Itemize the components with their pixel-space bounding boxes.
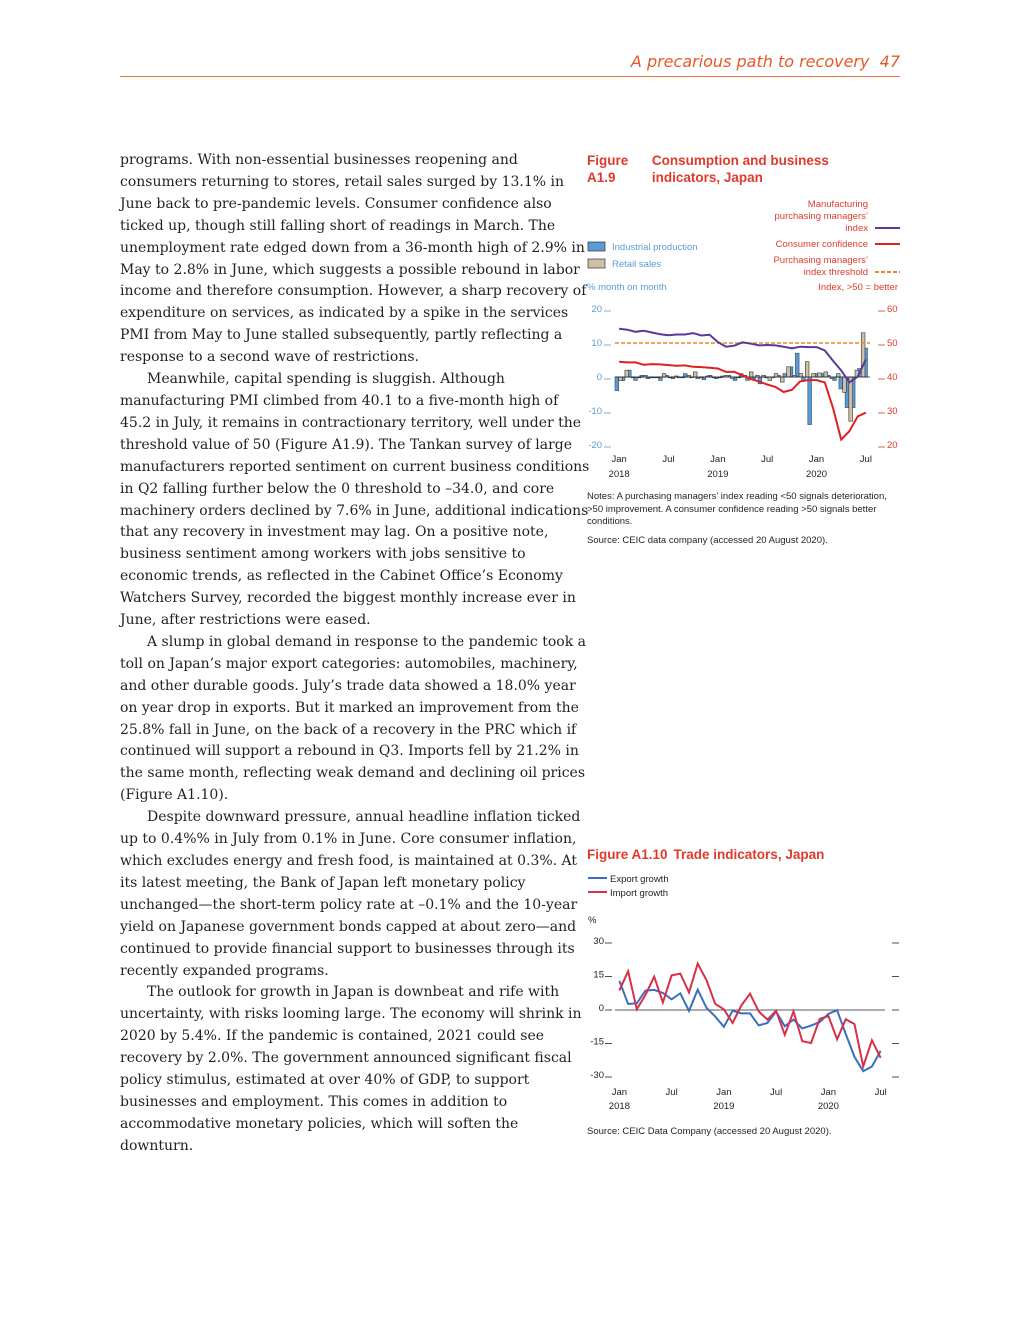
legend-label-1: Retail sales xyxy=(612,259,662,270)
legend-swatch-retail-sales xyxy=(588,259,605,268)
x-tick-month: Jan xyxy=(716,1087,732,1098)
x-tick-month: Jan xyxy=(820,1087,837,1098)
running-header-text xyxy=(631,52,900,71)
legend-label-0: Export growth xyxy=(610,874,669,885)
right-tick-label: 40 xyxy=(887,372,898,383)
x-tick-year: 2018 xyxy=(608,469,630,480)
right-tick-label: 50 xyxy=(887,338,898,349)
figure-a19-caption: Consumption and business indicators, Japan xyxy=(651,153,829,185)
left-tick-label: 10 xyxy=(591,338,602,349)
figure-a110-title xyxy=(587,846,887,863)
retail-sales-bar xyxy=(619,377,623,380)
figure-a19-chart xyxy=(585,195,905,495)
retail-sales-bar xyxy=(787,367,791,377)
x-tick-month: Jul xyxy=(761,454,774,465)
left-tick-label: 20 xyxy=(591,304,602,315)
retail-sales-bar xyxy=(824,372,828,377)
x-tick-month: Jul xyxy=(859,454,872,465)
body-paragraph: programs. With non-essential businesses reopening and consumers returning to stores, retail sales surged by 13.1% in June back to pre-pandemic levels. Consumer confidence also ticked up, though still falling short of readings in March. The unemployment rate edged down from a 36-month high of 2.9% in May to 2.8% in June, which suggests a possible rebound in labor income and therefore consumption. However, a sharp recovery of expenditure on services, as indicated by a spike in the services PMI from May to June stalled subsequently, partly reflecting a response to a second wave of restrictions. xyxy=(120,152,587,366)
figure-a110-chart xyxy=(585,868,905,1118)
retail-sales-bar xyxy=(843,377,847,392)
retail-sales-bar xyxy=(768,377,772,380)
left-tick-label: -20 xyxy=(588,440,602,451)
right-tick-label: 30 xyxy=(887,406,898,417)
right-tick-label: 20 xyxy=(887,440,898,451)
right-tick-label: 60 xyxy=(887,304,898,315)
page-number: 47 xyxy=(879,52,900,71)
x-tick-year: 2020 xyxy=(817,1101,839,1112)
retail-sales-bar xyxy=(799,374,803,377)
y-tick-label: 15 xyxy=(593,969,604,981)
figure-a19-source: Source: CEIC data company (accessed 20 August 2020). xyxy=(587,535,828,546)
left-tick-label: -10 xyxy=(588,406,602,417)
x-tick-month: Jan xyxy=(611,1087,628,1098)
running-title: A precarious path to recovery xyxy=(630,52,870,71)
retail-sales-bar xyxy=(805,362,809,377)
x-tick-month: Jan xyxy=(611,454,627,465)
industrial-production-bar xyxy=(783,374,787,377)
legend-label-0: Industrial production xyxy=(612,242,698,253)
retail-sales-bar xyxy=(749,372,753,377)
x-tick-year: 2019 xyxy=(713,1101,735,1112)
figure-a110-caption: Trade indicators, Japan xyxy=(673,847,825,862)
retail-sales-bar xyxy=(836,374,840,377)
x-tick-month: Jan xyxy=(808,454,825,465)
retail-sales-bar xyxy=(625,370,629,377)
running-header xyxy=(120,52,900,77)
body-text-column xyxy=(120,150,590,1158)
x-tick-year: 2020 xyxy=(805,469,828,480)
figure-a110-number: Figure A1.10 xyxy=(587,847,668,862)
retail-sales-bar xyxy=(818,373,822,377)
figure-a19-number: Figure A1.9 xyxy=(587,153,629,185)
industrial-production-bar xyxy=(808,377,812,425)
retail-sales-bar xyxy=(780,377,784,382)
industrial-production-bar xyxy=(839,377,843,389)
body-paragraph: Despite downward pressure, annual headline inflation ticked up to 0.4%% in July from 0.1% in June. Core consumer inflation, which excludes energy and fresh food, is maintained at 0.3%. At its latest meeting, the Bank of Japan left monetary policy unchanged—the short-term policy rate at –0.1% and the 10-year yield on Japanese government bonds capped at about zero—and continued to provide financial support to businesses through its recently expanded programs. xyxy=(120,809,581,979)
body-paragraph: Meanwhile, capital spending is sluggish. Although manufacturing PMI climbed from 40.1 to a five-month high of 45.2 in July, it remains in contractionary territory, well under the threshold value of 50 (Figure A1.9). The Tankan survey of large manufacturers reported sentiment on current business conditions in Q2 falling further below the 0 threshold to –34.0, and core machinery orders declined by 7.6% in June, additional indications that any recovery in investment may lag. On a positive note, business sentiment among workers with jobs sensitive to economic trends, as reflected in the Cabinet Office’s Economy Watchers Survey, recorded the biggest monthly increase ever in June, after restrictions were eased. xyxy=(120,371,590,629)
legend-right-label-0: Manufacturing purchasing managers’ index xyxy=(774,199,868,234)
x-tick-year: 2018 xyxy=(608,1101,630,1112)
industrial-production-bar xyxy=(683,374,687,377)
retail-sales-bar xyxy=(812,374,816,377)
industrial-production-bar xyxy=(795,353,799,377)
left-tick-label: 0 xyxy=(596,372,602,383)
retail-sales-bar xyxy=(861,333,865,377)
retail-sales-bar xyxy=(774,374,778,377)
retail-sales-bar xyxy=(662,374,666,377)
body-paragraph: The outlook for growth in Japan is downbeat and rife with uncertainty, with risks looming large. The economy will shrink in 2020 by 5.4%. If the pandemic is contained, 2021 could see recovery by 2.0%. The government announced significant fiscal policy stimulus, estimated at over 40% of GDP, to support businesses and employment. This comes in addition to accommodative monetary policies, which will soften the downturn. xyxy=(120,984,582,1154)
figure-a19-title xyxy=(587,152,887,186)
x-tick-month: Jan xyxy=(710,454,726,465)
legend-right-label-1: Consumer confidence xyxy=(775,239,868,250)
retail-sales-bar xyxy=(693,372,697,377)
retail-sales-bar xyxy=(849,377,853,421)
figure-a110-source: Source: CEIC Data Company (accessed 20 August 2020). xyxy=(587,1126,832,1137)
x-tick-month: Jul xyxy=(662,454,675,465)
legend-label-1: Import growth xyxy=(610,888,669,899)
x-tick-year: 2019 xyxy=(707,469,729,480)
y-tick-label: 0 xyxy=(598,1003,604,1014)
y-tick-label: -30 xyxy=(590,1070,604,1081)
y-tick-label: -15 xyxy=(590,1036,604,1048)
left-axis-label: % month on month xyxy=(587,282,667,293)
y-axis-label: % xyxy=(588,915,597,926)
y-tick-label: 30 xyxy=(593,936,604,947)
figure-a19-notes: Notes: A purchasing managers’ index reading <50 signals deterioration, >50 improvement. A consumer confidence reading >50 signals better conditions. xyxy=(587,491,887,527)
body-paragraph: A slump in global demand in response to the pandemic took a toll on Japan’s major export categories: automobiles, machinery, and other durable goods. July’s trade data showed a 18.0% year on year drop in exports. But it marked an improvement from the 25.8% fall in June, on the back of a recovery in the PRC which if continued will support a rebound in Q3. Imports fell by 21.2% in the same month, reflecting weak demand and declining oil prices (Figure A1.10). xyxy=(120,633,586,804)
x-tick-month: Jul xyxy=(665,1087,678,1098)
x-tick-month: Jul xyxy=(874,1087,887,1098)
right-axis-label: Index, >50 = better xyxy=(818,282,898,293)
legend-swatch-industrial-production xyxy=(588,242,605,251)
legend-right-label-2: Purchasing managers’ index threshold xyxy=(773,255,868,278)
industrial-production-bar xyxy=(615,377,619,391)
x-tick-month: Jul xyxy=(770,1087,783,1098)
